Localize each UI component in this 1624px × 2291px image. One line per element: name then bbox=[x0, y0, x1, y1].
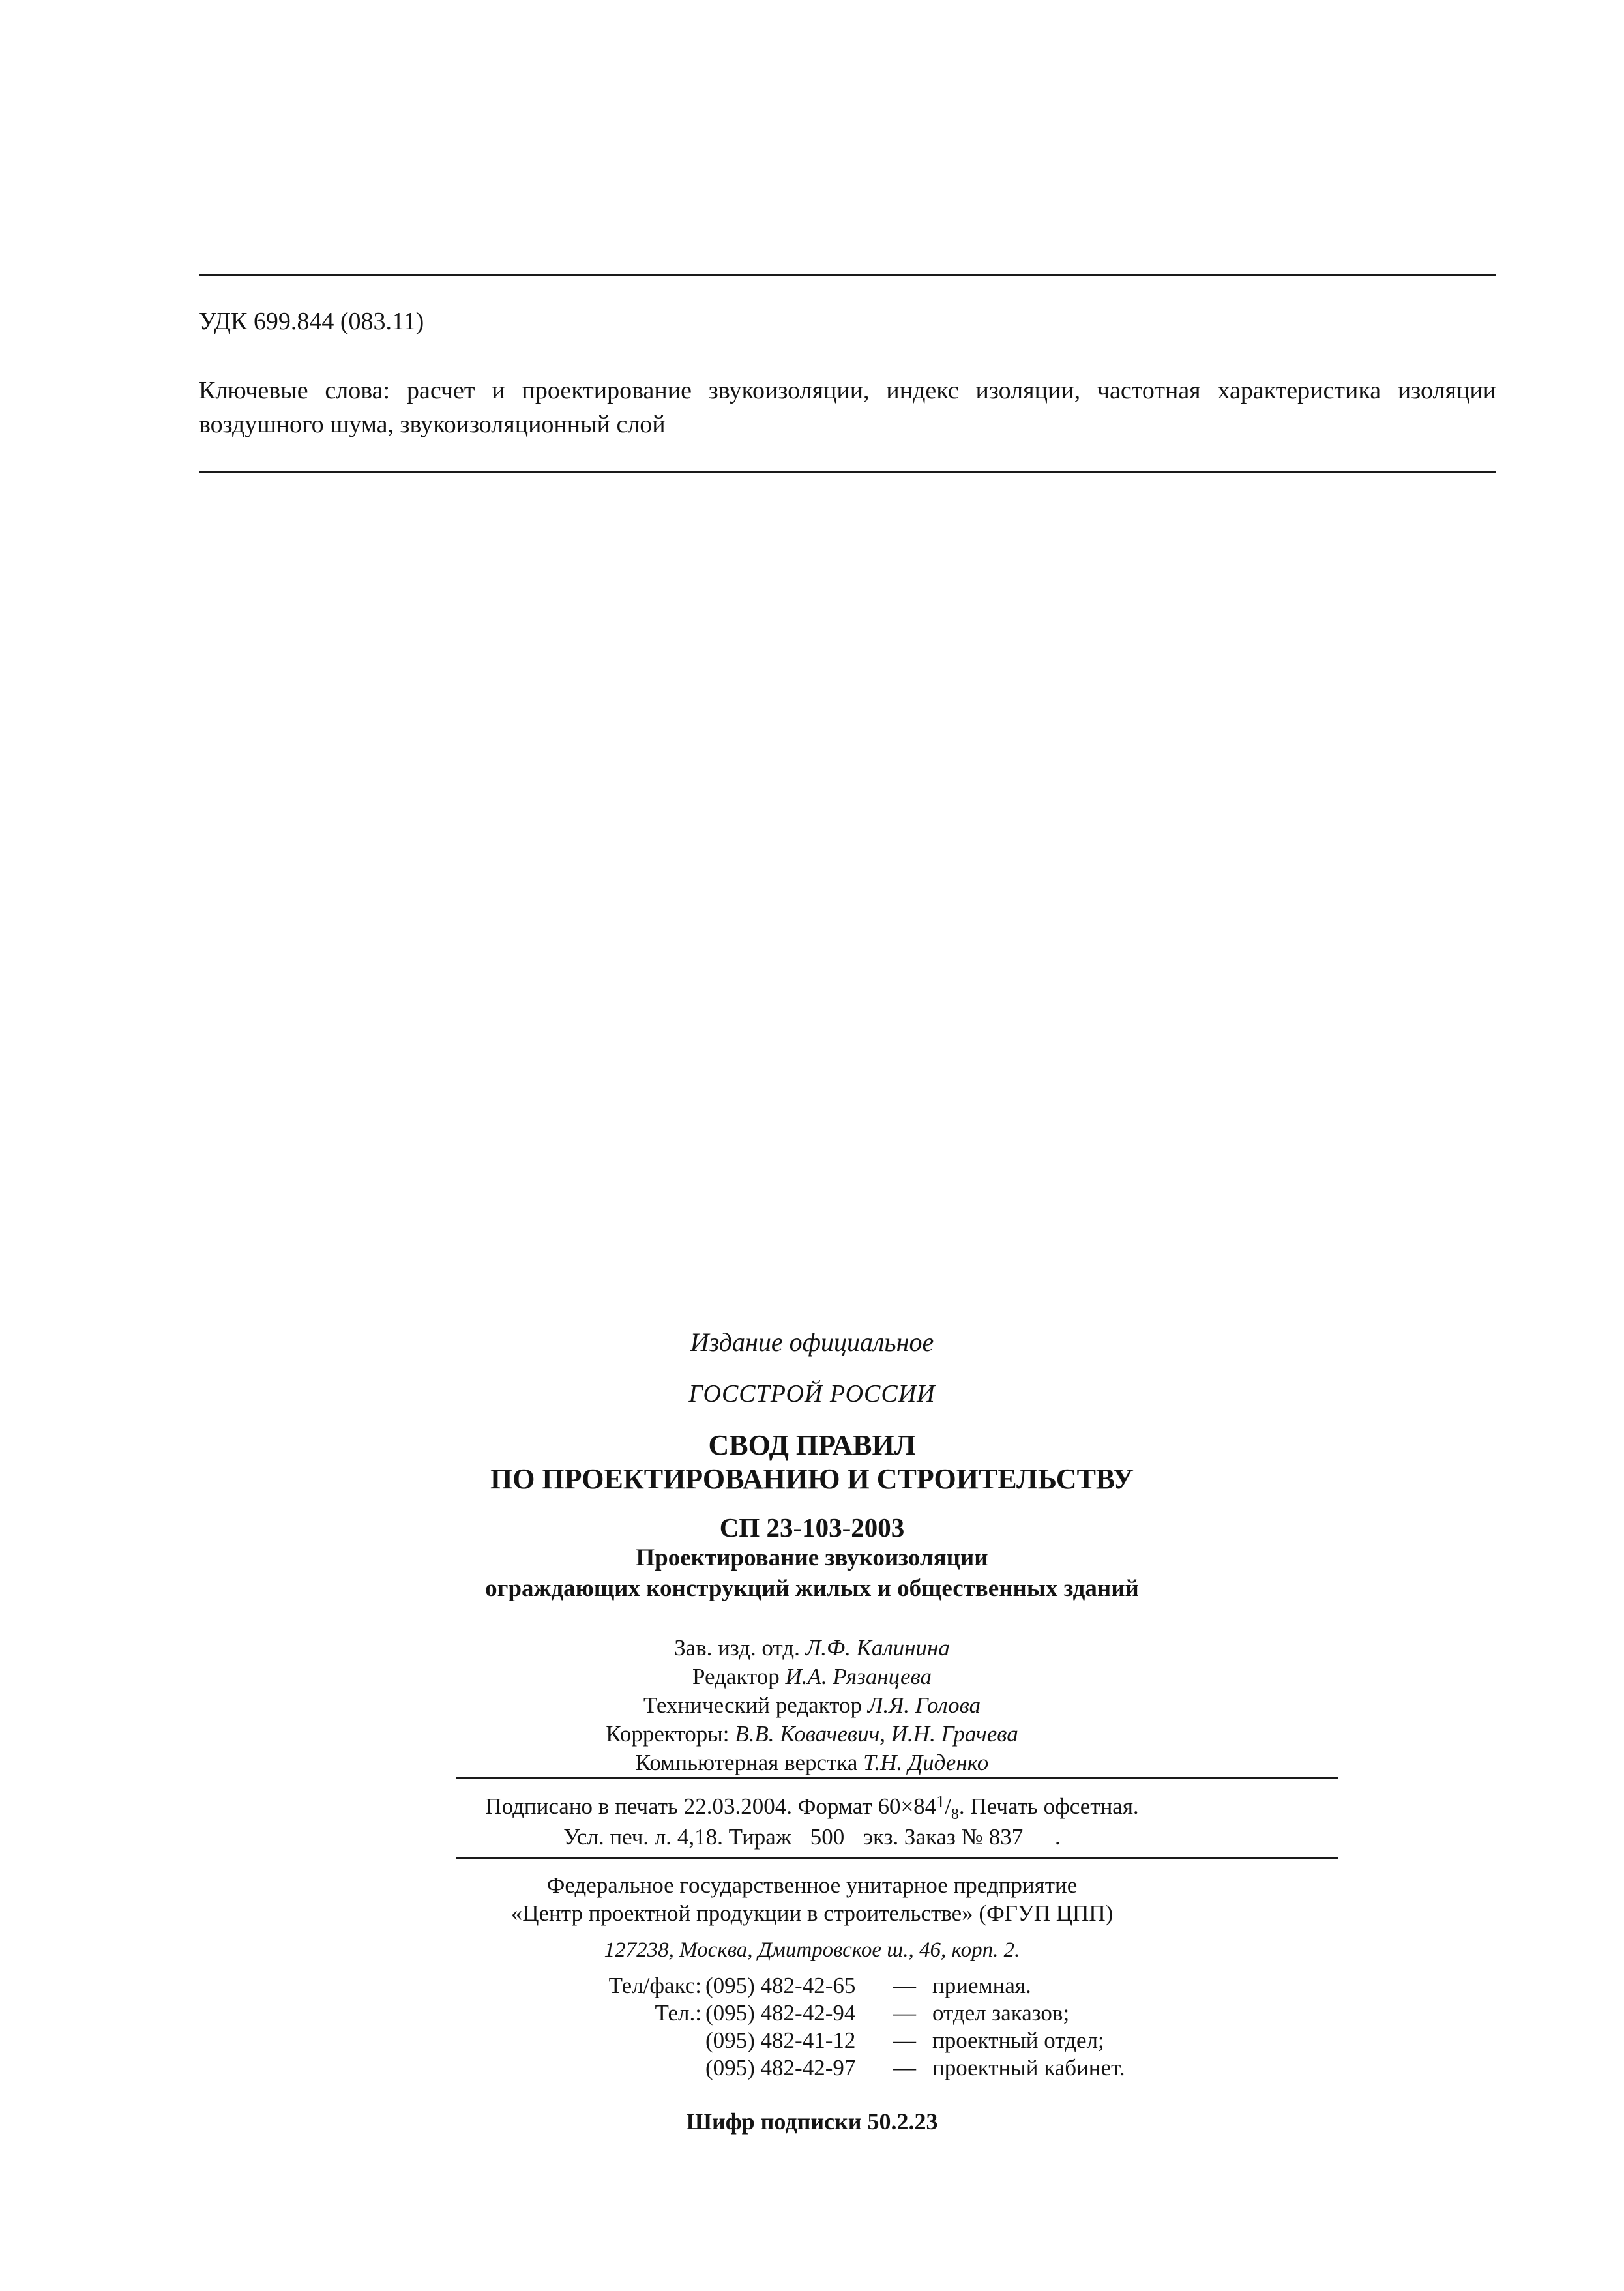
credit-names: Л.Ф. Калинина bbox=[805, 1635, 950, 1661]
credit-role: Технический редактор bbox=[643, 1692, 863, 1718]
credit-names: Л.Я. Голова bbox=[867, 1692, 981, 1718]
organization-address: 127238, Москва, Дмитровское ш., 46, корп. 2. bbox=[604, 1938, 1020, 1962]
order-label: Заказ № bbox=[904, 1824, 983, 1850]
signed-label: Подписано в печать bbox=[485, 1794, 678, 1819]
organization-line2: «Центр проектной продукции в строительстве» (ФГУП ЦПП) bbox=[510, 1900, 1114, 1926]
sheets-label: Усл. печ. л. bbox=[563, 1824, 672, 1850]
signed-date: 22.03.2004. bbox=[683, 1794, 792, 1819]
run-label: Тираж bbox=[728, 1824, 792, 1850]
run-value: 500 bbox=[810, 1824, 845, 1850]
edition-label: Издание официальное bbox=[690, 1327, 934, 1357]
code-title-line1: СВОД ПРАВИЛ bbox=[708, 1429, 916, 1461]
run-unit: экз. bbox=[863, 1824, 899, 1850]
phone-department: проектный кабинет. bbox=[932, 2055, 1125, 2080]
phone-row bbox=[0, 2054, 1624, 2082]
credit-role: Компьютерная верстка bbox=[635, 1750, 858, 1775]
format-value: $60\times 84^1/_8$ bbox=[878, 1792, 959, 1823]
subscription-code: Шифр подписки 50.2.23 bbox=[686, 2108, 938, 2135]
phone-label: Тел/факс: bbox=[608, 1973, 701, 1998]
document-title-line2: ограждающих конструкций жилых и общественных зданий bbox=[485, 1575, 1139, 1602]
phone-number: (095) 482-42-97 bbox=[705, 2055, 856, 2080]
phone-label: Тел.: bbox=[655, 2000, 701, 2026]
phone-dash: — bbox=[893, 2055, 916, 2080]
top-divider bbox=[199, 274, 1496, 276]
phone-dash: — bbox=[893, 2000, 916, 2026]
credit-technical-editor bbox=[0, 1691, 1624, 1720]
credit-layout bbox=[0, 1749, 1624, 1777]
phone-department: проектный отдел; bbox=[932, 2028, 1104, 2053]
phone-department: приемная. bbox=[932, 1973, 1031, 1998]
udk-code: УДК 699.844 (083.11) bbox=[199, 308, 424, 335]
keywords-paragraph: Ключевые слова: расчет и проектирование звукоизоляции, индекс изоляции, частотная характеристика изоляции воздушного шума, звукоизоляционный слой bbox=[199, 377, 1496, 438]
phone-dash: — bbox=[893, 2028, 916, 2053]
credit-names: И.А. Рязанцева bbox=[785, 1664, 932, 1689]
print-type: . Печать офсетная. bbox=[958, 1794, 1139, 1819]
credit-names: Т.Н. Диденко bbox=[863, 1750, 989, 1775]
code-title-line2: ПО ПРОЕКТИРОВАНИЮ И СТРОИТЕЛЬСТВУ bbox=[490, 1463, 1134, 1495]
organization-line1: Федеральное государственное унитарное предприятие bbox=[546, 1872, 1078, 1898]
phone-row bbox=[0, 2000, 1624, 2027]
publisher-name: ГОССТРОЙ РОССИИ bbox=[688, 1380, 936, 1408]
credit-names: В.В. Ковачевич, И.Н. Грачева bbox=[735, 1721, 1018, 1747]
credit-role: Корректоры: bbox=[606, 1721, 730, 1747]
phone-row bbox=[0, 1972, 1624, 2000]
document-title-line1: Проектирование звукоизоляции bbox=[636, 1545, 988, 1571]
credit-role: Редактор bbox=[692, 1664, 780, 1689]
imprint-run-line bbox=[0, 1822, 1624, 1852]
credit-proofreaders bbox=[0, 1720, 1624, 1749]
phone-number: (095) 482-42-65 bbox=[705, 1973, 856, 1998]
document-number: СП 23-103-2003 bbox=[719, 1513, 905, 1543]
phone-number: (095) 482-42-94 bbox=[705, 2000, 856, 2026]
keywords-divider bbox=[199, 471, 1496, 473]
phone-department: отдел заказов; bbox=[932, 2000, 1070, 2026]
phone-dash: — bbox=[893, 1973, 916, 1998]
phone-number: (095) 482-41-12 bbox=[705, 2028, 856, 2053]
order-end: . bbox=[1054, 1824, 1061, 1850]
imprint-bottom-divider bbox=[456, 1857, 1338, 1859]
credit-head-of-department bbox=[0, 1634, 1624, 1663]
credit-role: Зав. изд. отд. bbox=[674, 1635, 800, 1661]
sheets-value: 4,18. bbox=[677, 1824, 723, 1850]
phone-row bbox=[0, 2027, 1624, 2054]
imprint-top-divider bbox=[456, 1777, 1338, 1779]
credit-editor bbox=[0, 1663, 1624, 1691]
order-value: 837 bbox=[988, 1824, 1024, 1850]
format-label: Формат bbox=[797, 1794, 872, 1819]
